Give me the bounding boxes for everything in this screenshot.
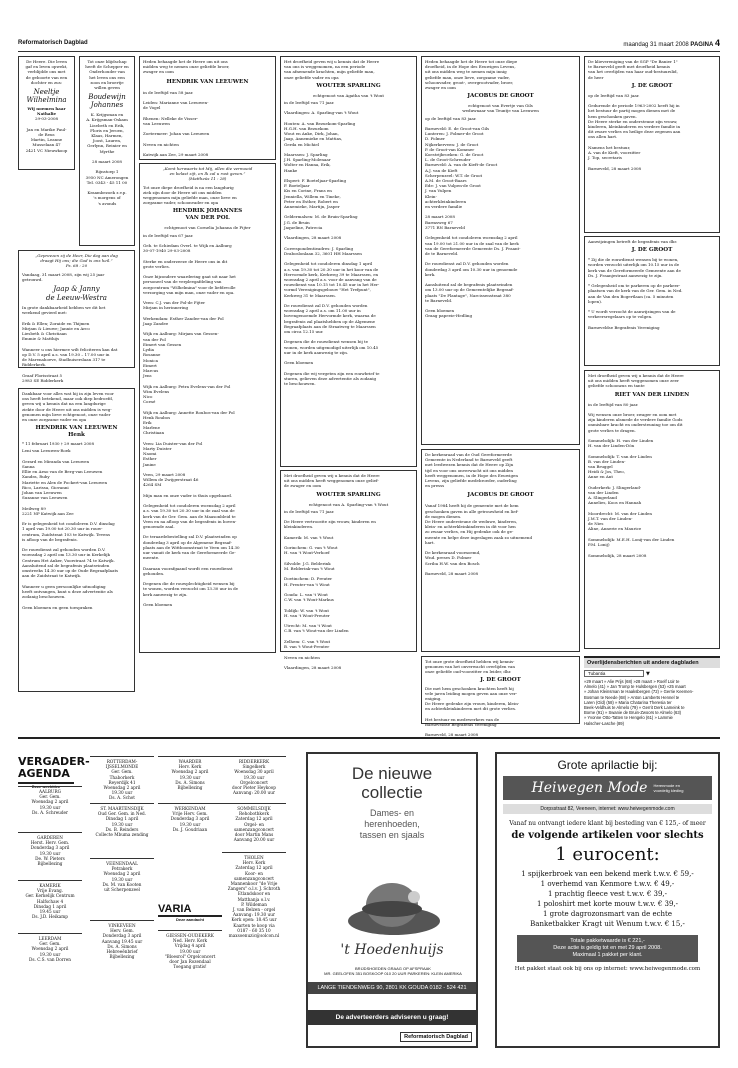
birth-notice-neeltje: De Heere. Die leven gaf en leven opwekt, verblijdde ons met de geboorte van een dochter en zus: Neeltje Wilhelmina Wij noemen haar Nathalie 29-03-2008 Jan en Marike Paul- de Reus Martin, Leanne Musselaan 47 2421 VC Nieuwkoop [18,56,75,170]
obituary-van-der-pol: „Komt herwaarts tot Mij, allen die vermoeid en belast zijt, en Ik zal u rust geven.” (Mattheüs 11 : 28) Tot onze diepe droefheid is na een langdurig ziek zijn door de Heere uit ons midden weggenomen mijn geliefde man, onze lieve en zorgzame vader, schoonvader en opa HENDRIK JOHANNES VAN DER POL echtgenoot van Cornelia Johanna de Fijter in de leeftijd van 67 jaar. Geb. te Schiedam Overl. te Wijk en Aalburg 30-07-1940 29-03-2008 Sterke en onderzeeze de Heere ons in dit grote verlies. Onze bijzondere waardering gaat uit naar het personeel van de verpleegafdeling van zorgcentrum "Wilhelmina" voor de liefdevolle verzorging van mijn man, onze vader en opa. Veen: C.J. van der Pol-de Fijter Mirjam in herinnering Werkendam: Esther Zandee-van der Pol Jaap Zandee Wijk en Aalburg: Mirjam van Gessen- van der Pol Eimert van Gessen Lydia Rosanne Monica Eimert Marcus Jens Wijk en Aalburg: Petra Evelens-van der Pol Wim Evelens Nico Corné Wijk en Aalburg: Annette Roubos-van der Pol Henk Roubos Erik Marlene Christiaan Veen: Lia Duister-van der Pol Marty Duister Naomi Esther Janine Veen, 29 maart 2008 Willem de Zwijgerstraat 46 4264 SM Mijn man en onze vader is thuis opgebaard. Gelegenheid tot condoleren woensdag 2 april a.s. van 19.30 tot 20.30 uur in de zaal van de kerk van de Ger. Gem. aan de Maasonbleid te Veen en na afloop van de begrafenis in boven- genoemde zaal. De teraardebestelling zal D.V. plaatsvinden op donderdag 3 april op de Algemene Begraaf- plaats aan de Wittboomstraat te Veen om 14.30 uur vanuit de kerk van de Gereformeerde Ge- meente. Daaraan voorafgaand wordt een rouwdienst gehouden. Degenen die de rouwplechtigheid wensen bij te wonen, worden verzocht om 13.30 uur in de kerk aanwezig te zijn. Geen bloemen [139,163,276,653]
obituary-sgp-de-groot: De klievereniging van de SGP "De Banier 1" te Barneveld geeft met droefheid kennis van het overlijden van haar oud-bestuurslid, de heer J. DE GROOT op de leeftijd van 83 jaar. Gedurende de periode 1963-2002 heeft hij in het bestuur de partij mogen dienen met de hem geschonken gaven. De Heere sterke en ondersteune zijn vrouw, kinderen, kleinkinderen en verdere familie in dit zware verlies en heilige deze zegenen aan ons allen hart. Namens het bestuur, A. van de Kieft, voorzitter J. Top, secretaris Barneveld, 28 maart 2008 [584,56,720,233]
funeral-instructions: Aanwijzingen betreft de begrafenis van dhr. J. DE GROOT * Zij die de rouwdienst wensen bij te wonen, worden verzocht uiterlijk om 10.15 uur in de kerk van de Gereformeerde Gemeente aan de Ds. J. Fraanjestraat aanwezig te zijn. * Gelegenheid om te parkeren op de parkeer- plaatsen van de kerk van de Ger. Gem. in Ned. aan de Van den Bogertlaan (ca. 5 minuten lopen). * U wordt verzocht de aanwijzingen van de verkeersregelaars op te volgen. Barneveldse Begrafenis Vereniging [584,236,720,366]
obituary-van-der-linden: Met droefheid geven wij u kennis dat de Heere uit ons midden heeft weggenomen onze zeer geliefde schoonzus en tante RIET VAN DER LINDEN in de leeftijd van 80 jaar. Wij wensen onze broer, zwager en oom met zijn kinderen alsmede de verdere familie Gods onmisbare kracht en ondersteuning toe om dit grote verlies te dragen. Sommelsdijk: H. van der Linden H. van der Linden-Dön Sommelsdijk: T. van der Linden B. van der Linden- van Bruggel Heidi & Jos, Theo, Anne en Ant Ouderkerk: J. Slingerland- van der Linden A. Slingerland Annelies, Koos en Hannah Moordrecht: M. van der Linden J.M.T. van der Linden- de Nies Aline, Annerie en Maurice Sommelsdijk: M.E.H. Lonij-van der Linden P.M. Lonij) Sommelsdijk, 28 maart 2008 [584,370,720,649]
ad-subtitle: Dames- en herenhoeden, tassen en sjaals [359,808,425,840]
agenda-item: VEENENDAAL Petrakerk Woensdag 2 april 19.30 uur Ds. M. van Kooten uit Scherpenzeel [90,858,154,892]
baby-name: Boudewijn Johannes [88,93,126,110]
agenda-item: ST. MAARTENSDIJK Oud Ger. Gem. in Ned. Dinsdag 1 april 19.30 uur Ds. B. Reinders Collecte Mbuma zending [90,803,154,837]
obituary-sparling-family: Met droefheid geven wij u kennis dat de Heere uit ons midden heeft weggenomen onze gelief- de zwager en oom WOUTER SPARLING echtgenoot van A. Sparling-van 't Wout in de leeftijd van 71 jaar. De Heere vertroostte zijn vrouw, kinderen en kleinkinderen. Kamerik: M. van 't Wout Gorinchem: G. van 't Wout H. van 't Wout-Verhoef Silvolde: J.G. Belderink M. Belderink-van 't Wout Doetinchem: D. Preuter H. Preuter-van 't Wout Gouda: L. van 't Wout C.W. van 't Wout-Markus Toldijk: W. van 't Wout H. van 't Wout-Preuter Utrecht: M. van 't Wout C.B. van 't Wout-van der Linden Zelhem: C. van 't Wout B. van 't Wout-Preuter Neven en nichten Vlaardingen, 28 maart 2008 [280,470,417,652]
agenda-item: GIESSEN-OUDEKERK Ned. Herv. Kerk Vrijdag 4 april 19.00 uur "Bloesrol" Orgelconcert door Jan Rozendaal Toegang gratis! [158,930,222,969]
agenda-item: LEERDAM Ger. Gem. Woensdag 2 april 19.30 uur Ds. C.S. van Dorren [18,933,82,962]
obituary-van-leeuwen-family: Heden behaagde het de Heere om uit ons midden weg te nemen onze geliefde broer, zwager en oom HENDRIK VAN LEEUWEN in de leeftijd van 58 jaar. Leiden: Marianne van Leeuwen- de Vogel Rhenen: Nelleke de Visser- van Leeuwen Zoetermeer: Johan van Leeuwen Neven en nichten Katwijk aan Zee, 29 maart 2008 [139,56,276,160]
ad-top: Grote aprilactie bij: [557,758,658,772]
section-title: Overlijdensberichten uit andere dagbladen [584,656,720,668]
page-header [18,38,720,50]
agenda-item: WERKENDAM Vrije Herv. Gem. Donderdag 3 april 19.30 uur Ds. J. Goudriaan [158,803,222,832]
obituary-de-groot-vereniging: Tot onze grote droefheid hebben wij kennis- genomen van het onverwacht overlijden van onze geliefde oud-voorzitter en leider, dhr. J. DE GROOT Die met hem geschonken krachten heeft hij vele jaren leiding mogen geven aan onze ver- eniging. De Heere gedenke zijn vrouw, kinderen, klein- en achterkleinkinderen met dit grote verlies. Het bestuur en medewerkers van de Barneveldse Begrafenis Vereniging Barneveld, 28 maart 2008 [421,656,580,724]
obituaries-other-papers: Overlijdensberichten uit andere dagbladen Tubantia ▼ »29 maart » Alie Prijs (68) »28 maart » Roelf Lüir te Almelo (41) » Jan Tromp te Hulsbergen (53) »25 maart » Johan Kleinsman te Haaksbergen (72) » Gerrie Keemen- Bosman te Neede (68) » Anton Lamberts Hennel te Laren (Gld) (58) » Maria Chatarina Theresia ter Beek-Veldhuis te Almelo (79) » Gerrit Derk Lameink te Borne (91) » Swanie de Bruin-Zwoors te Almelo (63) » Yvonne Otto-Tatten te Hengelo (61) » Lammie Halscher-Lasche (89) [584,656,720,726]
agenda-item: WAARDER Herv. Kerk Woensdag 2 april 19.30 uur Ds. A. Simons Bijbellezing [158,756,222,790]
agenda-item: VINKEVEEN Herv. Gem. Donderdag 3 april Aanvang 19.45 uur Ds. A. Simons Hebreeënbrief Bijbellezing [90,920,154,959]
paper-logo: Reformatorisch Dagblad [400,1032,472,1042]
hats-advertisement: De nieuwe collectie Dames- en herenhoeden, tassen en sjaals 't Hoedenhuijs BRIJDSHOEDEN GRAAG OP AFSPRAAK MR. GEELOFEN 351 BOSKOOP 010 20 UUR PARKEREN: KLEIN AMERIKA LANGE TIENDENWEG 90, 2801 KK GOUDA 0182 - 524 421 De adverteerders adviseren u graag! Reformatorisch Dagblad [306,752,478,1048]
obituary-sparling: Het droefheid geven wij u kennis dat de Heere van ons is weggenomen, na een periode van afnemende krachten, mijn geliefde man, onze geliefde vader en opa WOUTER SPARLING echtgenoot van Agatha van 't Wout in de leeftijd van 71 jaar. Vlaardingen: A. Sparling-van 't Wout Houten: A. van Bezuekom-Sparling H.G.H. van Bezuekom Wout en Anke, Dirk, Johan, Jaap, Annemieke en Mattias, Gerda en Michiel Maarssen: J. Sparling J.H. Sparling-Molenaar Wolter en Hanna, Erik, Hanke Elspeet: F. Boeteljaar-Sparling F. Boeteljaar Kis en Corine, Frans en Jenniella, Willem en Tineke, Peter en Esther, Robert en Annemieke, Martijn, Jasper Geldermalsen: M. de Bruin-Sparling J.G. de Bruin Jaqueline, Patrecia Vlaardingen, 28 maart 2008 Correspondentieadres: J. Sparling Draboslonlaan 32, 3601 HH Maarssen Gelegenheid tot condoleren dinsdag 1 april a.s. van 19.30 tot 20.30 uur in het koor van de Hervormde kerk, Kerkweg 39 te Maarssen, en woensdag 2 april a.s. voor de aanvang van de rouwdienst van 10.15 tot 10.45 uur in het Her- vormd Verenigingsgebouw "Het Trefpunt", Kerkweg 31 te Maarssen. De rouwdienst zal D.V. gehouden worden woensdag 2 april a.s. om 11.00 uur in bovengenoemde Hervormde kerk, waarna de begrafenis zal plaatshebben op de Algemene Begraafplaats aan de Straatweg te Maarssen om circa 12.15 uur. Degenen die de rouwdienst wensen bij te wonen, worden uitgenodigd uiterlijk om 10.45 uur in de kerk aanwezig te zijn. Geen bloemen Degenen die wij vergeten zijn een rouwbrief te sturen, gelieven deze advertentie als zodanig te beschouwen. [280,56,417,467]
brand-banner: Heiwegen Mode Herenmode en voordelig kleding [503,776,712,800]
paper-filter[interactable] [584,670,720,677]
section-divider [18,737,720,739]
agenda-item: RIDDERKERK Singelkerk Woensdag 30 april 19.30 uur Orgelconcert door Pieter Heykoop Aanvang: 20.00 uur [222,756,286,795]
birth-notice-boudewijn: Tot onze blijdschap heeft de Schepper en Onderhouder van het leven ons een zoon en broertje willen geven Boudewijn Johannes K. Krijgsman en A. Krijgsman-Oskam Lisebeth en Erik, Floris en Jeroen, Klaas, Harmen, Joost, Lauren, Gerlynn, Reinier en Myrthe 28 maart 2008 Rijnstoep 1 3950 NC Amerongen Tel. 0343 - 45 11 00 Kraambezoek z.v.p. 's morgens of 's avonds [79,56,135,246]
paper-name: Reformatorisch Dagblad [18,40,88,46]
meeting-agenda: VERGADER- AGENDA Deze week/dec [18,755,90,789]
agenda-item: GARDEREN Herst. Herv. Gem. Donderdag 3 april 19.30 uur De. W. Pieters Bijbellezing [18,832,82,866]
hat-image [344,869,444,939]
baby-name: Neeltje Wilhelmina [26,88,67,105]
page-date: maandag 31 maart 2008 PAGINA 4 [623,38,720,48]
agenda-item: SOMMELSDIJK Rehobothkerk Zaterdag 12 april Orgel- en samenzangconcert door Martin Mans Aanvang 20.00 uur [222,803,286,842]
ad-brand: 't Hoedenhuijs [340,942,444,958]
agenda-item: ROTTERDAM- IJSSELMONDE Ger. Gem. Thaborkerk Reyerdijk 41 Woensdag 2 april 19.30 uur Ds. A. Schot [90,756,154,801]
varia-header: VARIA Deze aandacht [158,903,222,922]
agenda-item: KAMERIK Vrije Evang. Ger. Kerkelijk Centrum Halfschaw 4 Dinsdag 1 april 19.45 uur Ds. J.D. Heikamp [18,880,82,919]
search-box[interactable]: Tubantia [584,670,644,677]
header-rule [18,51,720,52]
heiwegen-mode-advertisement: Grote aprilactie bij: Heiwegen Mode Herenmode en voordelig kleding Dorpsstraat 82, Veeneen, internet: www.heiwegenmode.com Vanaf nu ontvangt iedere klant bij besteding van € 125,- of meer de volgende artikelen voor slechts 1 eurocent: 1 spijkerbroek van een bekend merk t.w.v. € 59,- 1 overhemd van Kenmore t.w.v. € 49,- 1 prachtig fleece vest t.w.v. € 39,- 1 poloshirt met korte mouw t.w.v. € 39,- 1 grote dagrozonsmart van de echte Banketbakker Kragt uit Wenum t.w.v. € 15,- Totale pakketwaarde is € 221,- Deze actie is geldig tot en met 29 april 2008. Maximaal 1 pakket per klant. Het pakket staat ook bij ons op internet: www.heiwegenmode.com [495,752,720,1048]
agenda-title: VERGADER- AGENDA [18,755,90,780]
agenda-item: AALBURG Ger. Gem. Woensdag 2 april 19.30 uur Ds. A. Schreuder [18,786,82,815]
obituary-de-groot-kerkenraad: De kerkenraad van de Oud Gereformeerde Gemeente in Nederland te Barneveld geeft met leedwezen kennis dat de Heere op Zijn tijd en voor ons onverwacht uit ons midden heeft weggenomen, in de Hope des Eeuwigen Levens, zijn geliefde medebroeder, ouderling en presss JACOBUS DE GROOT Vanaf 1984 heeft hij de gemeente met de hem geschonken gaven in alle getrouwheid en lief- de mogen dienen. De Heere ondersteune de weduwe, kinderen, klein- en achterkleinkinderen in dit voor hen zo zwaar verlies, en Hij gedenke ook de ge- meente en helpe deze ingeslagen zaak zo uitnemend hart. De kerkenraad voornoemd, Wnd. preses D. Folmer Scriba H.W. van den Bosch Barneveld, 28 maart 2008 [421,449,580,652]
ad-title: De nieuwe collectie [351,764,433,802]
obituary-de-groot: Heden behaagde het de Heere tot onze diepe droefheid, in de Hope des Eeuwigen Levens, uit ons midden weg te nemen mijn innig geliefde man, onze lieve, zorgzame vader, schoonvader, groot-, overgrootvader, broer, zwager en oom JACOBUS DE GROOT echtgenoot van Evertje van Gils weduwnaar van Teuntje van Leeuwen op de leeftijd van 83 jaar. Barneveld: E. de Groot-van Gils Lunteren: J. Folmer-de Groot D. Folmer Nijkerkerveen: J. de Groot P. de Groot-van Kommer Koestrijbroeken: G. de Groot L. de Groot-Schreuder Barneveld: A. van de Kieft-de Groot A.J. van de Kieft Scherpenzeel: W.T. de Groot A.M. de Groot-Baars Ede: J. van Vulpen-de Groot J. van Vulpen Klein- achterkleinkinderen en verdere familie 28 maart 2008 Barmsweg 67 3771 RN Barneveld Gelegenheid tot condoleren woensdag 2 april van 19.00 tot 21.00 uur in de zaal van de kerk van de Gereformeerde Gemeente Ds. J. Fraant- de te Barneveld. De rouwdienst zal D.V. gehouden worden donderdag 3 april om 10.30 uur in genoemde kerk. Aansluitend zal de begrafenis plaatsvinden om 13.00 uur op de Gemeentelijke Begraaf- plaats "De Plantage", Narcissenstraat 380 te Barneveld. Geen bloemen Graag papeeie-Hedling [421,56,580,445]
wedding-anniversary: „Gepreezen zij de Heer, Die dag aan dag draagt Hij ons; die God is ons heil.” Ps. 68 : 20 Vandaag, 31 maart 2008, zijn wij 25 jaar getrouwd. Jaap & Janny de Leeuw-Westra In grote dankbaarheid hebben we dit het weekend gevierd met: Erik & Ellen; Zoraide en Thijmen Mirjam & Lieuwe; Jannie en Arco Liesbeth & Christiaan Emmie & Matthijs Wanneer u ons hiermee wilt feliciteren kan dat op D.V. 5 april a.s. van 19.30 – 17.00 uur in de Marenahoeve, Stadhuiserslaan 317 te Ridderkerk. Graaf Florisstraat 5 2983 SE Ridderkerk [18,250,135,368]
obituary-van-leeuwen: Dankbaar voor alles wat hij in zijn leven voor ons heeft betekend, maar ook diep bedroefd, geven wij u kennis dat na een langdurige ziekte door de Heere uit ons midden is weg- genomen mijn lieve echtgenoot, onze vader en onze zorgzame vader en opa HENDRIK VAN LEEUWEN Henk * 11 februari 1930 † 29 maart 2008 Leni van Leeuwen-Roek Gerard en Miranda van Leeuwen Sanna Ellie en Arno van de Berg-van Leeuwen Xandra, Ruby Mariette en Alex de Fockert-van Leeuwen Rico, Larissa, Giovanni Johan van Leeuwen Suzanne van Leeuwen Meilweg 89 2221 NP Katwijk aan Zee Er is gelegenheid tot condoleren D.V. dinsdag 1 april van 19.00 tot 20.30 uur in rouw- centrum, Zuidstraat 103 te Katwijk. Tevens is afloop van de begrafenis. De rouwdienst zal gehouden worden D.V. woensdag 2 april om 13.30 uur in Kerkelijk Centrum Het Anker, Voorstraat 74 te Katwijk. Aansluitend zal de begrafenis plaatsvinden omstreeks 14.30 uur op de Oude Begraafplaats aan de Zuidstraat te Katwijk. Wanneer u geen persoonlijke uitnodiging heeft ontvangen, kunt u deze advertentie als zodanig beschouwen. Geen bloemen en geen toespraken [18,388,135,692]
chevron-down-icon[interactable]: ▼ [646,670,650,677]
agenda-item: THOLEN Herv. Kerk Zaterdag 12 april Koor- en samenzangconcert Mannenkoor "de Vrije Zangers" o.l.v. J. Schroth Etlandskoor en Matthanja o.l.v. P. Wildeman J. van Belzen - orgel Aanvang: 19.30 uur Kerk open: 18.45 uur Kaarten te koop via 0187 - 60 35 10 maxsoenuzic@solcon.nl [222,852,286,938]
